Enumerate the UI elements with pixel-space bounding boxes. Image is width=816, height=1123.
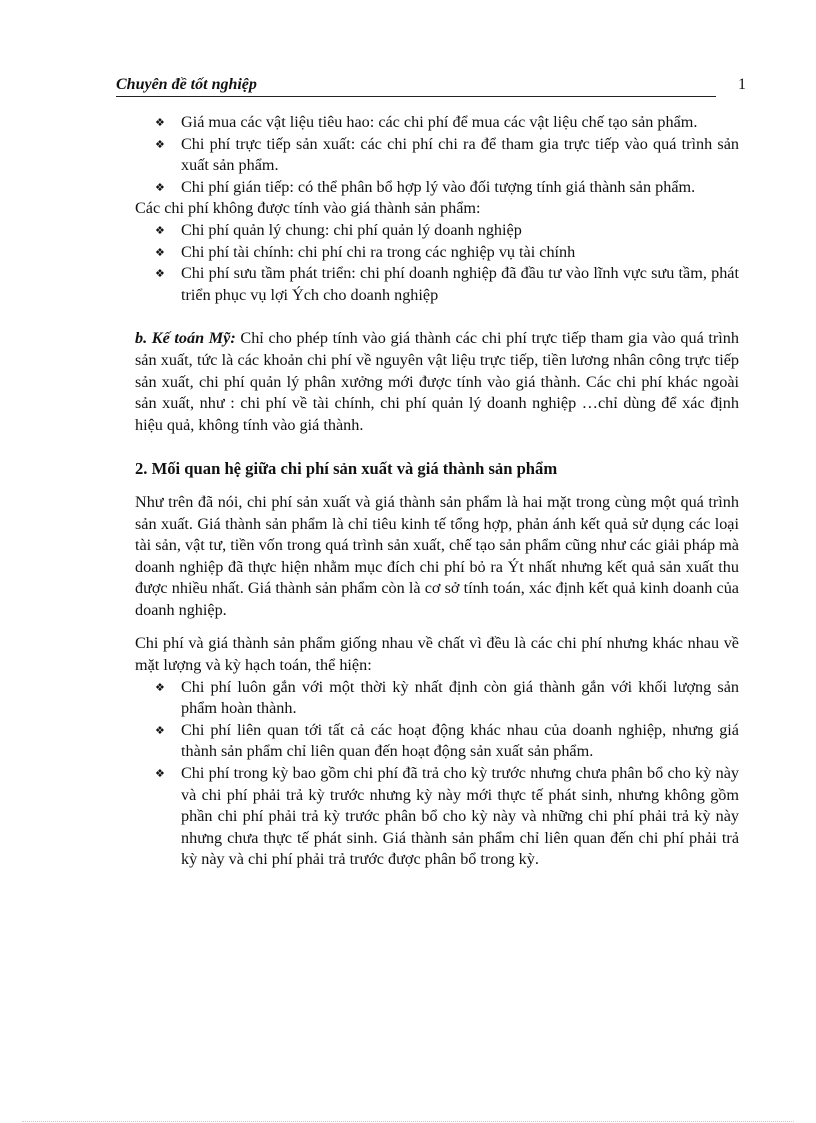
relationship-paragraph-2: Chi phí và giá thành sản phẩm giống nhau về chất vì đều là các chi phí nhưng khác nhau về mặt lượng và kỳ hạch toán, thể hiện: [135, 634, 739, 675]
section-heading: 2. Mối quan hệ giữa chi phí sản xuất và giá thành sản phẩm [135, 459, 558, 479]
header-title: Chuyên đề tốt nghiệp [116, 76, 257, 93]
page-number: 1 [738, 76, 746, 93]
list-item: ❖ Chi phí trực tiếp sản xuất: các chi phí chi ra để tham gia trực tiếp vào quá trình sản xuất sản phẩm. [155, 134, 739, 175]
list-item: ❖ Chi phí quản lý chung: chi phí quản lý doanh nghiệp [181, 220, 739, 242]
excluded-costs-intro: Các chi phí không được tính vào giá thành sản phẩm: [135, 199, 481, 218]
list-item: ❖ Chi phí tài chính: chi phí chi ra trong các nghiệp vụ tài chính [181, 242, 739, 264]
section-b-lead: b. Kế toán Mỹ: [135, 329, 236, 348]
diamond-bullet-icon: ❖ [155, 180, 165, 194]
relationship-paragraph-1: Như trên đã nói, chi phí sản xuất và giá thành sản phẩm là hai mặt trong cùng một quá trình sản xuất. Giá thành sản phẩm là chỉ tiêu kinh tế tổng hợp, phản ánh kết quả sử dụng các loại tài sản, vật tư, tiền vốn trong quá trình sản xuất, chế tạo sản phẩm cũng như các giải pháp mà doanh nghiệp đã thực hiện nhằm mục đích chi phí bỏ ra Ýt nhất nhưng kết quả sản xuất thu được nhiều nhất. Giá thành sản phẩm còn là cơ sở tính toán, xác định kết quả kinh doanh của doanh nghiệp. [135, 492, 739, 619]
diamond-bullet-icon: ❖ [155, 680, 165, 694]
diamond-bullet-icon: ❖ [155, 137, 165, 151]
diamond-bullet-icon: ❖ [155, 267, 165, 281]
page-header [116, 74, 746, 98]
list-item: ❖ Chi phí liên quan tới tất cả các hoạt động khác nhau của doanh nghiệp, nhưng giá thành sản phẩm chỉ liên quan đến hoạt động sản xuất sản phẩm. [155, 720, 739, 761]
document-body [135, 112, 739, 871]
list-item: ❖ Chi phí gián tiếp: có thể phân bổ hợp lý vào đối tượng tính giá thành sản phẩm. [181, 177, 739, 199]
section-b-text: Chỉ cho phép tính vào giá thành các chi phí trực tiếp tham gia vào quá trình sản xuất, tức là các khoản chi phí về nguyên vật liệu trực tiếp, tiền lương nhân công trực tiếp sản xuất, chi phí quản lý phân xưởng mới được tính vào giá thành. Các chi phí khác ngoài sản xuất, như : chi phí về tài chính, chi phí quản lý doanh nghiệp …chỉ dùng để xác định hiệu quả, không tính vào giá thành. [135, 329, 739, 434]
us-accounting-paragraph [135, 328, 739, 436]
diamond-bullet-icon: ❖ [155, 767, 165, 781]
page-bottom-edge [22, 1121, 794, 1122]
diamond-bullet-icon: ❖ [155, 116, 165, 129]
differences-list [135, 677, 739, 871]
list-item: ❖ Giá mua các vật liệu tiêu hao: các chi phí để mua các vật liệu chế tạo sản phẩm. [181, 112, 739, 134]
diamond-bullet-icon: ❖ [155, 723, 165, 737]
list-item: ❖ Chi phí sưu tầm phát triển: chi phí doanh nghiệp đã đầu tư vào lĩnh vực sưu tầm, phát triển phục vụ lợi Ých cho doanh nghiệp [155, 264, 739, 304]
list-item: ❖ Chi phí luôn gắn với một thời kỳ nhất định còn giá thành gắn với khối lượng sản phẩm hoàn thành. [155, 677, 739, 718]
diamond-bullet-icon: ❖ [155, 245, 165, 259]
header-rule [116, 96, 716, 97]
included-costs-list [135, 112, 739, 198]
diamond-bullet-icon: ❖ [155, 223, 165, 237]
excluded-costs-list [135, 220, 739, 306]
list-item: ❖ Chi phí trong kỳ bao gồm chi phí đã trả cho kỳ trước nhưng chưa phân bổ cho kỳ này và chi phí phải trả kỳ trước nhưng kỳ này mới thực tế phát sinh, nhưng không gồm phần chi phí phải trả kỳ trước phân bổ cho kỳ này và những chi phí phải trả kỳ này nhưng chưa thực tế phát sinh. Giá thành sản phẩm chỉ liên quan đến chi phí phải trả kỳ này và chi phí phải trả trước được phân bổ trong kỳ. [155, 764, 739, 869]
